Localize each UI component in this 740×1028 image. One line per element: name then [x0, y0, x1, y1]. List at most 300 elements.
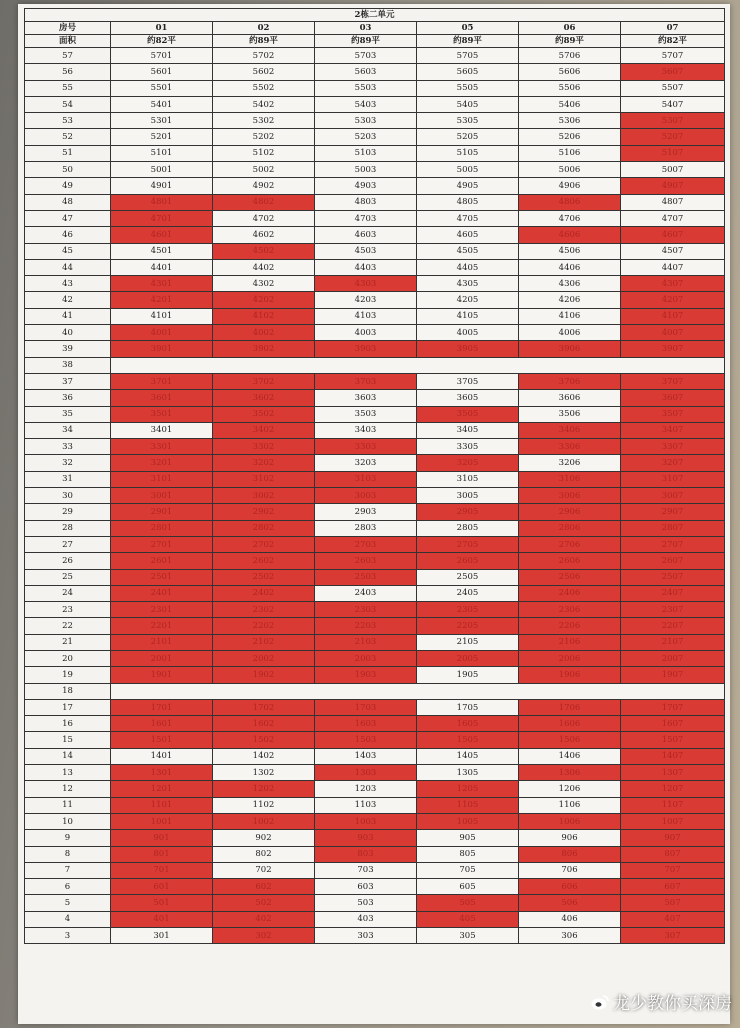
floor-number: 40 — [25, 325, 111, 341]
unit-cell-available: 1401 — [111, 748, 213, 764]
unit-cell-sold: 501 — [111, 895, 213, 911]
unit-cell-available: 3705 — [417, 373, 519, 389]
unit-cell-available: 406 — [519, 911, 621, 927]
column-header: 02 — [213, 22, 315, 35]
unit-cell-available: 4903 — [315, 178, 417, 194]
unit-cell-available: 3005 — [417, 488, 519, 504]
unit-cell-sold: 1105 — [417, 797, 519, 813]
unit-cell-sold: 901 — [111, 830, 213, 846]
unit-cell-available: 305 — [417, 928, 519, 944]
unit-cell-sold: 3905 — [417, 341, 519, 357]
column-area: 约89平 — [315, 35, 417, 48]
unit-cell-available: 4006 — [519, 325, 621, 341]
floor-number: 9 — [25, 830, 111, 846]
unit-cell-sold: 807 — [621, 846, 725, 862]
table-row — [25, 650, 725, 666]
column-area: 约89平 — [213, 35, 315, 48]
table-row — [25, 64, 725, 80]
unit-cell-sold: 3207 — [621, 455, 725, 471]
floor-number: 31 — [25, 471, 111, 487]
unit-cell-sold: 2905 — [417, 504, 519, 520]
unit-cell-sold: 707 — [621, 862, 725, 878]
unit-cell-sold: 1601 — [111, 716, 213, 732]
unit-cell-available: 5503 — [315, 80, 417, 96]
unit-cell-sold: 1707 — [621, 699, 725, 715]
unit-cell-available: 5306 — [519, 113, 621, 129]
area-row — [25, 35, 725, 48]
unit-cell-sold: 3706 — [519, 373, 621, 389]
unit-cell-sold: 2801 — [111, 520, 213, 536]
unit-cell-sold: 4001 — [111, 325, 213, 341]
table-row — [25, 862, 725, 878]
unit-cell-sold: 3607 — [621, 390, 725, 406]
unit-cell-sold: 1606 — [519, 716, 621, 732]
unit-cell-sold: 602 — [213, 879, 315, 895]
unit-cell-available: 4205 — [417, 292, 519, 308]
unit-cell-available: 3606 — [519, 390, 621, 406]
unit-cell-sold: 2301 — [111, 602, 213, 618]
unit-cell-available: 1106 — [519, 797, 621, 813]
table-row — [25, 162, 725, 178]
unit-cell-available: 4707 — [621, 210, 725, 226]
unit-cell-available: 2803 — [315, 520, 417, 536]
table-row — [25, 830, 725, 846]
unit-cell-sold: 3307 — [621, 439, 725, 455]
unit-cell-sold: 2507 — [621, 569, 725, 585]
unit-cell-sold: 4107 — [621, 308, 725, 324]
table-row — [25, 259, 725, 275]
unit-cell-sold: 407 — [621, 911, 725, 927]
unit-cell-available: 705 — [417, 862, 519, 878]
unit-cell-sold: 4907 — [621, 178, 725, 194]
unit-cell-sold: 4303 — [315, 276, 417, 292]
floor-number: 29 — [25, 504, 111, 520]
unit-cell-sold: 4806 — [519, 194, 621, 210]
floor-number: 43 — [25, 276, 111, 292]
table-row — [25, 846, 725, 862]
unit-cell-sold: 507 — [621, 895, 725, 911]
floor-number: 33 — [25, 439, 111, 455]
unit-cell-available: 4501 — [111, 243, 213, 259]
table-row — [25, 308, 725, 324]
unit-cell-sold: 2902 — [213, 504, 315, 520]
unit-cell-available: 5402 — [213, 96, 315, 112]
unit-cell-sold: 307 — [621, 928, 725, 944]
unit-cell-sold: 1207 — [621, 781, 725, 797]
unit-cell-sold: 1902 — [213, 667, 315, 683]
unit-cell-sold: 1006 — [519, 813, 621, 829]
unit-cell-sold: 3001 — [111, 488, 213, 504]
unit-cell-sold: 3303 — [315, 439, 417, 455]
floor-number: 45 — [25, 243, 111, 259]
unit-cell-available: 3603 — [315, 390, 417, 406]
unit-cell-available: 5505 — [417, 80, 519, 96]
unit-cell-available: 5703 — [315, 48, 417, 64]
unit-cell-available: 303 — [315, 928, 417, 944]
unit-cell-available: 5406 — [519, 96, 621, 112]
unit-cell-available: 301 — [111, 928, 213, 944]
floor-number: 49 — [25, 178, 111, 194]
unit-cell-sold: 405 — [417, 911, 519, 927]
unit-cell-available: 4106 — [519, 308, 621, 324]
unit-cell-available: 4703 — [315, 210, 417, 226]
table-row — [25, 422, 725, 438]
unit-cell-sold: 3407 — [621, 422, 725, 438]
column-header: 06 — [519, 22, 621, 35]
unit-cell-sold: 1505 — [417, 732, 519, 748]
table-row — [25, 553, 725, 569]
unit-cell-available: 5506 — [519, 80, 621, 96]
unit-cell-sold: 4606 — [519, 227, 621, 243]
unit-cell-available: 902 — [213, 830, 315, 846]
unit-cell-available: 1403 — [315, 748, 417, 764]
unit-cell-sold: 502 — [213, 895, 315, 911]
table-row — [25, 488, 725, 504]
table-row — [25, 357, 725, 373]
unit-cell-sold: 4607 — [621, 227, 725, 243]
unit-cell-sold: 1701 — [111, 699, 213, 715]
unit-cell-available: 4605 — [417, 227, 519, 243]
unit-cell-available: 802 — [213, 846, 315, 862]
table-row — [25, 325, 725, 341]
unit-cell-available: 605 — [417, 879, 519, 895]
floor-number: 21 — [25, 634, 111, 650]
unit-cell-sold: 1107 — [621, 797, 725, 813]
unit-cell-available: 306 — [519, 928, 621, 944]
unit-cell-available: 5705 — [417, 48, 519, 64]
unit-cell-sold: 1906 — [519, 667, 621, 683]
unit-cell-sold: 2701 — [111, 536, 213, 552]
column-area: 约89平 — [519, 35, 621, 48]
unit-cell-sold: 4007 — [621, 325, 725, 341]
unit-cell-available: 1705 — [417, 699, 519, 715]
unit-cell-available: 4902 — [213, 178, 315, 194]
unit-cell-sold: 2605 — [417, 553, 519, 569]
unit-cell-available: 1905 — [417, 667, 519, 683]
floor-number: 48 — [25, 194, 111, 210]
floor-number: 13 — [25, 765, 111, 781]
unit-cell-sold: 401 — [111, 911, 213, 927]
unit-cell-sold: 1605 — [417, 716, 519, 732]
table-row — [25, 373, 725, 389]
table-row — [25, 797, 725, 813]
unit-cell-available: 3401 — [111, 422, 213, 438]
unit-cell-sold: 3201 — [111, 455, 213, 471]
unit-cell-available: 5702 — [213, 48, 315, 64]
table-row — [25, 439, 725, 455]
unit-cell-sold: 2201 — [111, 618, 213, 634]
unit-cell-available: 5401 — [111, 96, 213, 112]
unit-cell-available: 5601 — [111, 64, 213, 80]
floor-number: 20 — [25, 650, 111, 666]
floor-number: 16 — [25, 716, 111, 732]
unit-cell-sold: 2306 — [519, 602, 621, 618]
floor-number: 42 — [25, 292, 111, 308]
unit-cell-available: 4302 — [213, 276, 315, 292]
unit-cell-available: 3203 — [315, 455, 417, 471]
unit-cell-available: 4505 — [417, 243, 519, 259]
unit-cell-sold: 2606 — [519, 553, 621, 569]
unit-cell-available: 5205 — [417, 129, 519, 145]
unit-cell-sold: 4002 — [213, 325, 315, 341]
unit-cell-sold: 1205 — [417, 781, 519, 797]
unit-cell-sold: 2601 — [111, 553, 213, 569]
unit-cell-available: 5407 — [621, 96, 725, 112]
unit-sales-table — [24, 8, 725, 944]
unit-cell-sold: 2401 — [111, 585, 213, 601]
unit-cell-sold: 2006 — [519, 650, 621, 666]
unit-cell-sold: 5307 — [621, 113, 725, 129]
unit-cell-sold: 3902 — [213, 341, 315, 357]
unit-cell-sold: 1101 — [111, 797, 213, 813]
unit-cell-available: 4803 — [315, 194, 417, 210]
table-row — [25, 227, 725, 243]
unit-cell-sold: 505 — [417, 895, 519, 911]
floor-number: 54 — [25, 96, 111, 112]
unit-cell-sold: 601 — [111, 879, 213, 895]
unit-cell-sold: 4301 — [111, 276, 213, 292]
unit-cell-available: 5305 — [417, 113, 519, 129]
unit-cell-available: 5707 — [621, 48, 725, 64]
unit-cell-sold: 3002 — [213, 488, 315, 504]
floor-number: 22 — [25, 618, 111, 634]
unit-cell-sold: 2305 — [417, 602, 519, 618]
unit-cell-available: 702 — [213, 862, 315, 878]
floor-number: 46 — [25, 227, 111, 243]
unit-cell-available: 1302 — [213, 765, 315, 781]
unit-cell-sold: 3906 — [519, 341, 621, 357]
unit-cell-available: 2903 — [315, 504, 417, 520]
unit-cell-sold: 4502 — [213, 243, 315, 259]
unit-cell-available: 5706 — [519, 48, 621, 64]
table-row — [25, 602, 725, 618]
unit-cell-sold: 1903 — [315, 667, 417, 683]
unit-cell-available: 4807 — [621, 194, 725, 210]
unit-cell-sold: 806 — [519, 846, 621, 862]
table-row — [25, 194, 725, 210]
unit-cell-available: 4706 — [519, 210, 621, 226]
unit-cell-available: 5001 — [111, 162, 213, 178]
unit-cell-available: 4101 — [111, 308, 213, 324]
unit-cell-sold: 3701 — [111, 373, 213, 389]
unit-cell-available: 906 — [519, 830, 621, 846]
column-header-row — [25, 22, 725, 35]
unit-cell-available: 3605 — [417, 390, 519, 406]
unit-cell-available: 3305 — [417, 439, 519, 455]
floor-number: 24 — [25, 585, 111, 601]
table-row — [25, 178, 725, 194]
floor-number: 25 — [25, 569, 111, 585]
unit-cell-available: 5602 — [213, 64, 315, 80]
table-row — [25, 634, 725, 650]
unit-cell-available: 1305 — [417, 765, 519, 781]
table-row — [25, 683, 725, 699]
unit-cell-available: 4506 — [519, 243, 621, 259]
unit-cell-sold: 1503 — [315, 732, 417, 748]
unit-cell-available: 5302 — [213, 113, 315, 129]
table-row — [25, 732, 725, 748]
unit-cell-sold: 1307 — [621, 765, 725, 781]
unit-cell-sold: 701 — [111, 862, 213, 878]
unit-cell-sold: 1702 — [213, 699, 315, 715]
unit-cell-sold: 2702 — [213, 536, 315, 552]
unit-cell-sold: 3007 — [621, 488, 725, 504]
unit-cell-available: 4901 — [111, 178, 213, 194]
unit-cell-available: 5203 — [315, 129, 417, 145]
floor-number: 30 — [25, 488, 111, 504]
floor-number: 35 — [25, 406, 111, 422]
unit-cell-available: 4906 — [519, 178, 621, 194]
table-row — [25, 895, 725, 911]
unit-cell-available: 5103 — [315, 145, 417, 161]
unit-cell-available: 5606 — [519, 64, 621, 80]
unit-cell-available: 5206 — [519, 129, 621, 145]
column-area: 约89平 — [417, 35, 519, 48]
floor-number: 8 — [25, 846, 111, 862]
unit-cell-available: 3506 — [519, 406, 621, 422]
unit-cell-sold: 2907 — [621, 504, 725, 520]
unit-cell-sold: 3707 — [621, 373, 725, 389]
unit-cell-available: 5106 — [519, 145, 621, 161]
unit-cell-sold: 3406 — [519, 422, 621, 438]
unit-cell-sold: 3903 — [315, 341, 417, 357]
unit-cell-available: 905 — [417, 830, 519, 846]
unit-cell-sold: 2102 — [213, 634, 315, 650]
floor-number: 27 — [25, 536, 111, 552]
unit-cell-sold: 2707 — [621, 536, 725, 552]
table-row — [25, 276, 725, 292]
table-row — [25, 911, 725, 927]
unit-cell-sold: 2406 — [519, 585, 621, 601]
unit-cell-available: 5101 — [111, 145, 213, 161]
unit-cell-sold: 1301 — [111, 765, 213, 781]
table-row — [25, 471, 725, 487]
unit-cell-available: 1203 — [315, 781, 417, 797]
unit-cell-sold: 1407 — [621, 748, 725, 764]
unit-cell-sold: 3003 — [315, 488, 417, 504]
floor-number: 11 — [25, 797, 111, 813]
unit-cell-sold: 3502 — [213, 406, 315, 422]
unit-cell-sold: 1303 — [315, 765, 417, 781]
unit-cell-available: 2403 — [315, 585, 417, 601]
unit-cell-sold: 5607 — [621, 64, 725, 80]
unit-cell-available: 5006 — [519, 162, 621, 178]
unit-cell-available: 5301 — [111, 113, 213, 129]
unit-cell-sold: 2103 — [315, 634, 417, 650]
unit-cell-available: 5303 — [315, 113, 417, 129]
floor-number: 18 — [25, 683, 111, 699]
floor-number: 17 — [25, 699, 111, 715]
floor-number: 41 — [25, 308, 111, 324]
unit-cell-sold: 2303 — [315, 602, 417, 618]
unit-cell-available: 4705 — [417, 210, 519, 226]
unit-cell-available: 2405 — [417, 585, 519, 601]
unit-cell-available: 1206 — [519, 781, 621, 797]
unit-cell-sold: 2402 — [213, 585, 315, 601]
unit-cell-available: 5502 — [213, 80, 315, 96]
unit-cell-sold: 506 — [519, 895, 621, 911]
unit-cell-sold: 3901 — [111, 341, 213, 357]
unit-cell-available: 2505 — [417, 569, 519, 585]
unit-cell-sold: 4802 — [213, 194, 315, 210]
unit-cell-available: 4602 — [213, 227, 315, 243]
unit-cell-available: 5405 — [417, 96, 519, 112]
unit-cell-available: 5507 — [621, 80, 725, 96]
unit-cell-sold: 3507 — [621, 406, 725, 422]
table-row — [25, 536, 725, 552]
unit-cell-sold: 3205 — [417, 455, 519, 471]
unit-cell-available: 5007 — [621, 162, 725, 178]
floor-rows — [25, 48, 725, 944]
table-row — [25, 748, 725, 764]
floor-number: 53 — [25, 113, 111, 129]
floor-number: 12 — [25, 781, 111, 797]
unit-cell-sold: 3601 — [111, 390, 213, 406]
unit-cell-available: 703 — [315, 862, 417, 878]
unit-cell-sold: 2203 — [315, 618, 417, 634]
unit-cell-sold: 4601 — [111, 227, 213, 243]
unit-cell-sold: 3306 — [519, 439, 621, 455]
unit-cell-available: 5701 — [111, 48, 213, 64]
floor-number: 26 — [25, 553, 111, 569]
unit-cell-sold: 606 — [519, 879, 621, 895]
unit-cell-sold: 4102 — [213, 308, 315, 324]
unit-cell-available: 503 — [315, 895, 417, 911]
unit-cell-sold: 3106 — [519, 471, 621, 487]
unit-cell-sold: 4801 — [111, 194, 213, 210]
unit-cell-available: 2805 — [417, 520, 519, 536]
table-row — [25, 210, 725, 226]
unit-cell-sold: 2901 — [111, 504, 213, 520]
column-header: 03 — [315, 22, 417, 35]
unit-cell-sold: 2206 — [519, 618, 621, 634]
floor-number: 52 — [25, 129, 111, 145]
unit-cell-sold: 302 — [213, 928, 315, 944]
table-row — [25, 243, 725, 259]
table-row — [25, 504, 725, 520]
unit-cell-sold: 2005 — [417, 650, 519, 666]
unit-cell-sold: 2906 — [519, 504, 621, 520]
unit-cell-sold: 2706 — [519, 536, 621, 552]
table-row — [25, 928, 725, 944]
unit-cell-sold: 1607 — [621, 716, 725, 732]
table-row — [25, 390, 725, 406]
unit-cell-available: 4203 — [315, 292, 417, 308]
unit-cell-sold: 2101 — [111, 634, 213, 650]
unit-cell-available: 5603 — [315, 64, 417, 80]
floor-number: 44 — [25, 259, 111, 275]
unit-cell-sold: 1506 — [519, 732, 621, 748]
table-row — [25, 813, 725, 829]
unit-cell-sold: 2007 — [621, 650, 725, 666]
unit-cell-available: 1405 — [417, 748, 519, 764]
unit-cell-available: 403 — [315, 911, 417, 927]
table-row — [25, 96, 725, 112]
unit-cell-available: 4905 — [417, 178, 519, 194]
column-area: 约82平 — [111, 35, 213, 48]
floor-number: 55 — [25, 80, 111, 96]
unit-cell-sold: 1005 — [417, 813, 519, 829]
table-title: 2栋二单元 — [25, 9, 725, 22]
unit-cell-available: 4402 — [213, 259, 315, 275]
unit-cell-available: 4401 — [111, 259, 213, 275]
unit-cell-available: 4507 — [621, 243, 725, 259]
floor-number: 28 — [25, 520, 111, 536]
unit-cell-available: 5201 — [111, 129, 213, 145]
unit-cell-available: 4003 — [315, 325, 417, 341]
unit-cell-sold: 4202 — [213, 292, 315, 308]
table-row — [25, 129, 725, 145]
